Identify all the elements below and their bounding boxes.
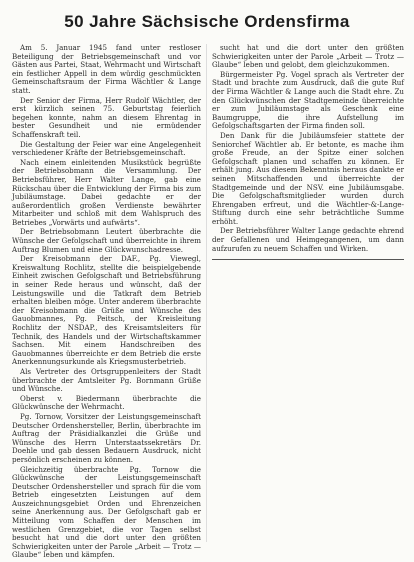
right-column — [212, 44, 404, 550]
paragraph: Den Dank für die Jubiläumsfeier stattete der Seniorchef Wächtler ab. Er betonte, es mache ihm große Freude, an der Spitze einer solchen Gefolgschaft planen und schaffen zu können. Er erhält jung. Aus diesem Bekenntnis heraus dankte er seinen Mitschaffenden und überreichte der Stadtgemeinde und der NSV. eine Jubiläumsgabe. Die Gefolgschaftsmitglieder wurden durch Ehrengaben erfreut, und die Wächtler-&-Lange-Stiftung durch eine sehr beträchtliche Summe erhöht. — [212, 130, 404, 226]
paragraph: sucht hat und die dort unter den größten Schwierigkeiten unter der Parole „Arbeit — Trotz — Glaube“ leben und gelobt, dem gleichzukommen. — [212, 43, 404, 70]
paragraph: Pg. Tornow, Vorsitzer der Leistungsgemeinschaft Deutscher Ordenshersteller, Berlin, überbrachte im Auftrag der Präsidialkanzlei die Grüße und Wünsche des Herrn Unterstaatssekretärs Dr. Doehle und gab dessen Bedauern Ausdruck, nicht persönlich erscheinen zu können. — [12, 411, 201, 464]
paragraph: Als Vertreter des Ortsgruppenleiters der Stadt überbrachte der Amtsleiter Pg. Bornmann Grüße und Wünsche. — [12, 366, 201, 394]
paragraph: Der Senior der Firma, Herr Rudolf Wächtler, der erst kürzlich seinen 75. Geburtstag feierlich begehen konnte, nahm an diesem Ehrentag in bester Gesundheit und nie ermüdender Schaffenskraft teil. — [12, 95, 201, 139]
left-column — [12, 43, 201, 560]
paragraph: Oberst v. Biedermann überbrachte die Glückwünsche der Wehrmacht. — [12, 393, 201, 412]
paragraph: Bürgermeister Pg. Vogel sprach als Vertreter der Stadt und brachte zum Ausdruck, daß die gute Ruf der Firma Wächtler & Lange auch die Stadt ehre. Zu den Glückwünschen der Stadtgemeinde überreichte er zum Jubiläumstage als Geschenk eine Baumgruppe, die ihre Aufstellung im Gefolgschaftsgarten der Firma finden soll. — [212, 69, 404, 131]
paragraph: Gleichzeitig überbrachte Pg. Tornow die Glückwünsche der Leistungsgemeinschaft Deutscher Ordenshersteller und sprach für die vom Betrieb eingesetzten Leistungen auf dem Auszeichnungsgebiet Orden und Ehrenzeichen seine Anerkennung aus. Der Gefolgschaft gab er Mitteilung vom Schaffen der Menschen im westlichen Grenzgebiet, die vor Tagen selbst besucht hat und die dort unter den größten Schwierigkeiten unter der Parole „Arbeit — Trotz — Glaube“ leben und kämpfen. — [12, 464, 201, 560]
column-gutter — [206, 44, 207, 542]
paragraph: Nach einem einleitenden Musikstück begrüßte der Betriebsobmann die Versammlung. Der Betriebsführer, Herr Walter Lange, gab eine Rückschau über die Entwicklung der Firma bis zum Jubiläumstage. Dabei gedachte er der außerordentlich großen Verdienste bewährter Mitarbeiter und schloß mit dem Wahlspruch des Betriebes „Vorwärts und aufwärts“. — [12, 157, 201, 227]
article-title: 50 Jahre Sächsische Ordensfirma — [64, 12, 350, 31]
paragraph: Die Gestaltung der Feier war eine Angelegenheit verschiedener Kräfte der Betriebsgemeinschaft. — [12, 139, 201, 158]
paragraph: Der Betriebsführer Walter Lange gedachte ehrend der Gefallenen und Heimgegangenen, um dann aufzurufen zu neuem Schaffen und Wirken. — [212, 226, 404, 253]
paragraph: Der Betriebsobmann Leutert überbrachte die Wünsche der Gefolgschaft und überreichte in ihrem Auftrag Blumen und eine Glückwunschadresse. — [12, 227, 201, 254]
paragraph: Am 5. Januar 1945 fand unter restloser Beteiligung der Betriebsgemeinschaft und vor Gästen aus Partei, Staat, Wehrmacht und Wirtschaft ein festlicher Appell in dem würdig geschmückten Gemeinschaftsraum der Firma Wächtler & Lange statt. — [12, 43, 201, 95]
paragraph: Der Kreisobmann der DAF., Pg. Viewegl, Kreiswaltung Rochlitz, stellte die beispielgebende Einheit zwischen Gefolgschaft und Betriebsführung in seiner Rede heraus und wünscht, daß der Leistungswille und die Tatkraft dem Betrieb erhalten bleiben möge. Unter anderem überbrachte der Kreisobmann die Grüße und Wünsche des Gauobmannes, Pg. Peitsch, der Kreisleitung Rochlitz der NSDAP., des Kreisamtsleiters für Technik, des Handels und der Wirtschaftskammer Sachsen. Mit einem Handschreiben des Gauobmannes überreichte er dem Betrieb die erste Anerkennungsurkunde als Kriegsmusterbetrieb. — [12, 254, 201, 367]
end-rule — [212, 259, 404, 260]
rule-container — [212, 254, 404, 264]
